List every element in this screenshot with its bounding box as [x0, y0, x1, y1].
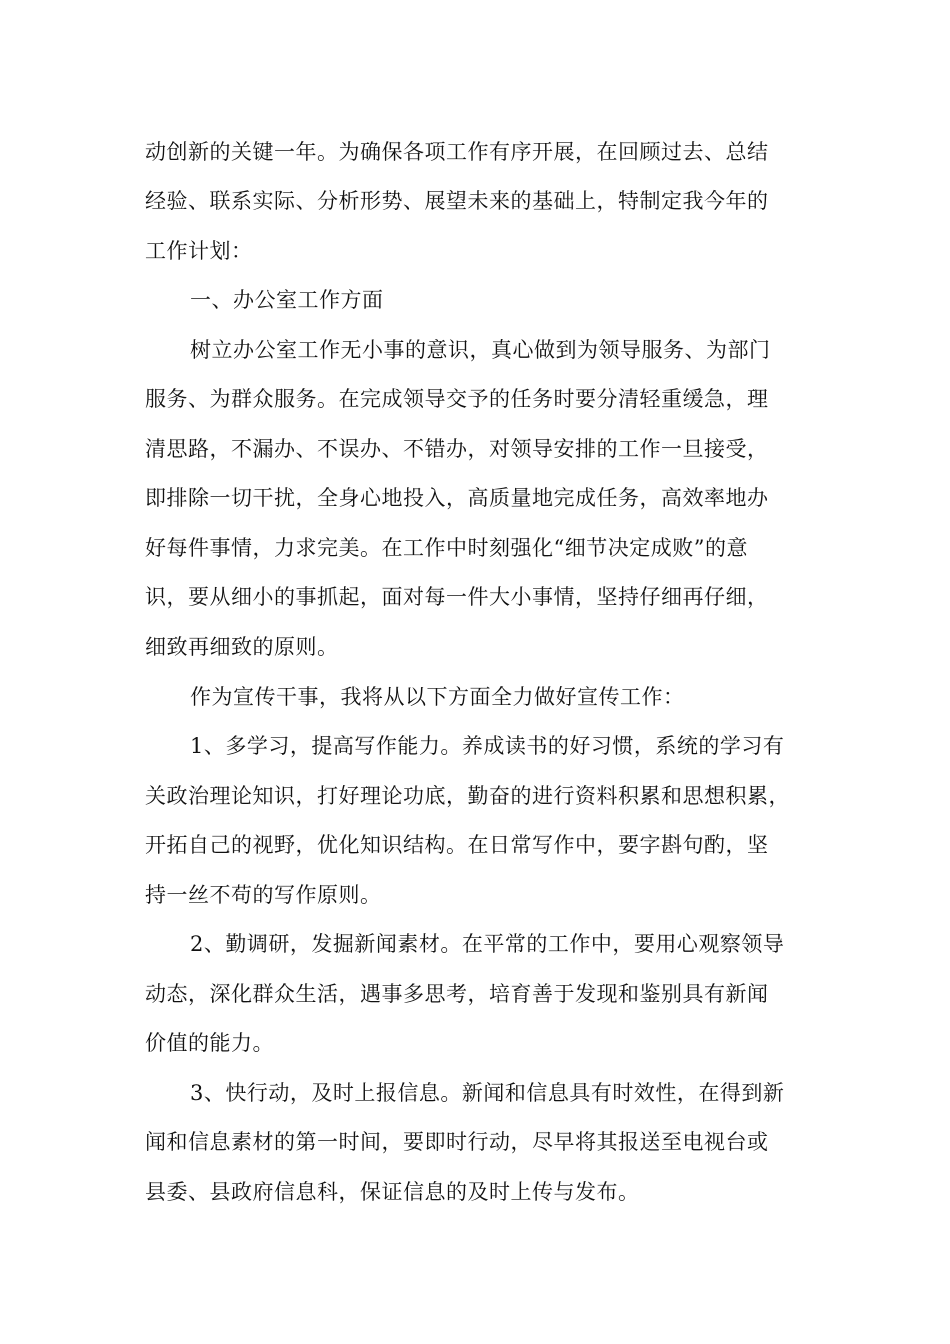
text-line: 2、勤调研，发掘新闻素材。在平常的工作中，要用心观察领导	[190, 932, 785, 956]
text-line: 服务、为群众服务。在完成领导交予的任务时要分清轻重缓急，理	[145, 387, 769, 411]
text-line: 1、多学习，提高写作能力。养成读书的好习惯，系统的学习有	[190, 734, 785, 758]
text-line: 好每件事情，力求完美。在工作中时刻强化“细节决定成败”的意	[145, 536, 748, 560]
text-line: 清思路，不漏办、不误办、不错办，对领导安排的工作一旦接受，	[145, 437, 769, 461]
text-line: 树立办公室工作无小事的意识，真心做到为领导服务、为部门	[190, 338, 771, 362]
text-line: 闻和信息素材的第一时间，要即时行动，尽早将其报送至电视台或	[145, 1130, 769, 1154]
text-line: 关政治理论知识，打好理论功底，勤奋的进行资料积累和思想积累，	[145, 784, 790, 808]
text-line: 开拓自己的视野，优化知识结构。在日常写作中，要字斟句酌，坚	[145, 833, 769, 857]
text-line: 持一丝不苟的写作原则。	[145, 883, 382, 907]
text-line: 识，要从细小的事抓起，面对每一件大小事情，坚持仔细再仔细，	[145, 585, 769, 609]
text-line: 3、快行动，及时上报信息。新闻和信息具有时效性，在得到新	[190, 1081, 785, 1105]
text-line: 即排除一切干扰，全身心地投入，高质量地完成任务，高效率地办	[145, 486, 769, 510]
text-line: 细致再细致的原则。	[145, 635, 339, 659]
text-line: 经验、联系实际、分析形势、展望未来的基础上，特制定我今年的	[145, 189, 769, 213]
text-line: 工作计划：	[145, 239, 253, 263]
text-line: 动态，深化群众生活，遇事多思考，培育善于发现和鉴别具有新闻	[145, 982, 769, 1006]
text-line: 价值的能力。	[145, 1031, 274, 1055]
text-line: 动创新的关键一年。为确保各项工作有序开展，在回顾过去、总结	[145, 140, 769, 164]
text-line: 县委、县政府信息科，保证信息的及时上传与发布。	[145, 1180, 640, 1204]
section-heading: 一、办公室工作方面	[190, 288, 384, 312]
text-line: 作为宣传干事，我将从以下方面全力做好宣传工作：	[190, 685, 685, 709]
